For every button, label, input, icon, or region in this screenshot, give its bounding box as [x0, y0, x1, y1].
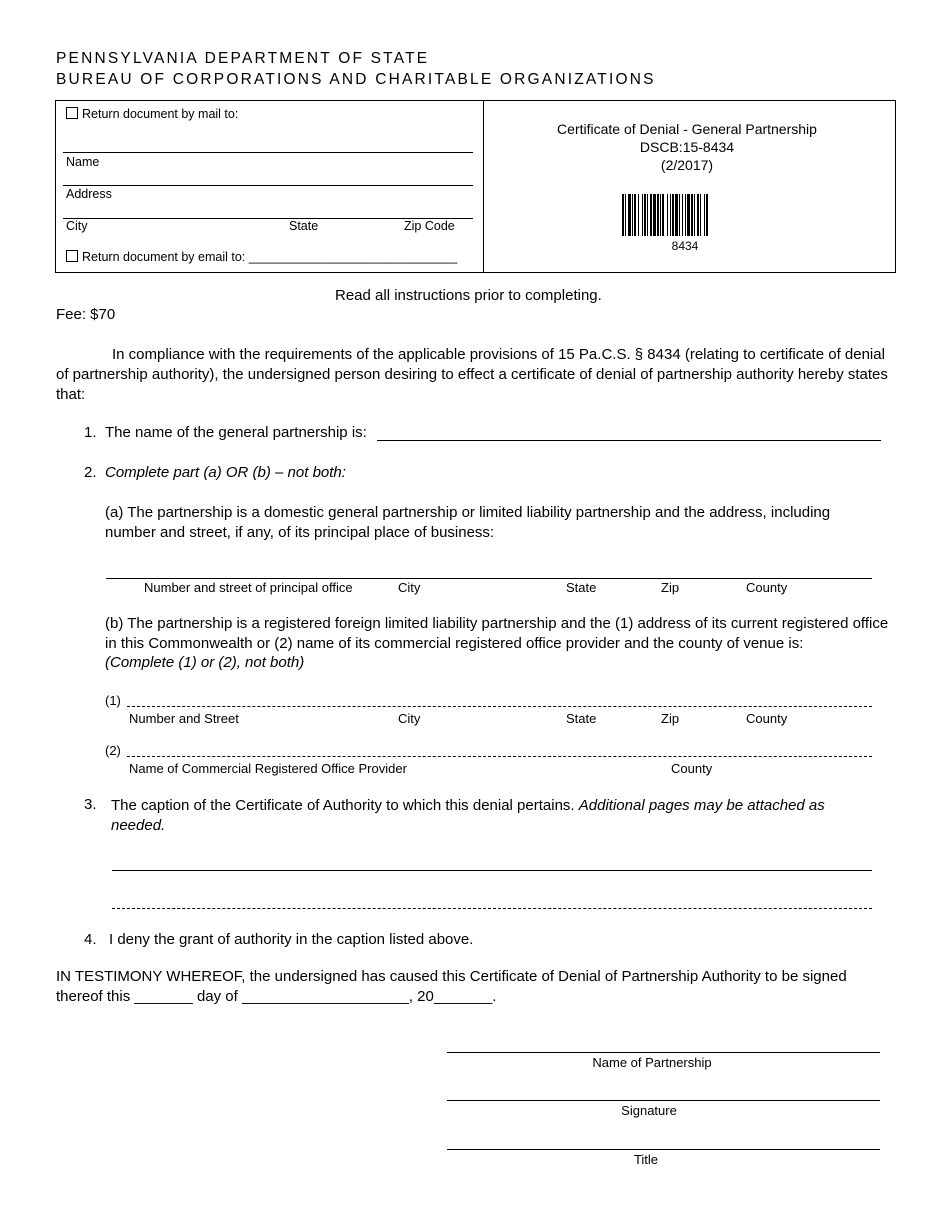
title-line[interactable] [447, 1149, 880, 1150]
barcode-bar [706, 194, 708, 236]
a-label-street: Number and street of principal office [144, 580, 353, 595]
mail-option[interactable] [66, 107, 238, 121]
b1-label-street: Number and Street [129, 711, 239, 726]
item2-text: Complete part (a) OR (b) – not both: [105, 464, 346, 481]
mail-checkbox[interactable] [66, 107, 78, 119]
barcode-bar [700, 194, 701, 236]
testimony-line2: thereof this _______ day of ____________________, 20_______. [56, 988, 497, 1005]
barcode-bar [694, 194, 695, 236]
fee: Fee: $70 [56, 306, 116, 323]
item3-text: The caption of the Certificate of Authority to which this denial pertains. [111, 797, 575, 814]
b2-label-county: County [671, 761, 713, 776]
barcode-bar [650, 194, 652, 236]
barcode-bar [685, 194, 686, 236]
barcode-bar [634, 194, 636, 236]
email-label: Return document by email to: ______________________________ [82, 250, 458, 264]
instructions: Read all instructions prior to completing. [335, 287, 602, 304]
barcode-bar [632, 194, 633, 236]
barcode-bar [628, 194, 631, 236]
zip-label: Zip Code [404, 219, 455, 233]
barcode-bar [660, 194, 661, 236]
item4-text: I deny the grant of authority in the caption listed above. [109, 931, 474, 948]
item3-number: 3. [84, 796, 97, 813]
item2b-note: (Complete (1) or (2), not both) [105, 654, 305, 671]
item2a-text: (a) The partnership is a domestic general partnership or limited liability partnership and the address, including number and street, if any, of its principal place of business: [105, 504, 831, 541]
barcode-bar [679, 194, 680, 236]
testimony-line1: IN TESTIMONY WHEREOF, the undersigned has caused this Certificate of Denial of Partnership Authority to be signed [56, 968, 847, 985]
barcode-number: 8434 [671, 239, 699, 253]
city-label: City [66, 219, 88, 233]
address-label: Address [66, 187, 112, 201]
item4-number: 4. [84, 931, 97, 948]
form-date: (2/2017) [660, 157, 714, 173]
agency-header-line1: PENNSYLVANIA DEPARTMENT OF STATE [56, 50, 430, 67]
form-title: Certificate of Denial - General Partnership [557, 121, 817, 137]
title-label: Title [633, 1152, 659, 1167]
barcode [622, 194, 748, 236]
a-label-zip: Zip [661, 580, 680, 595]
principal-office-line[interactable] [106, 578, 872, 579]
email-option[interactable] [66, 250, 457, 264]
b1-label-county: County [746, 711, 788, 726]
a-label-county: County [746, 580, 788, 595]
item1-text: The name of the general partnership is: [105, 424, 367, 441]
b1-label-zip: Zip [661, 711, 680, 726]
barcode-bar [644, 194, 646, 236]
barcode-bar [697, 194, 699, 236]
barcode-bar [647, 194, 648, 236]
partnership-name-line[interactable] [377, 440, 881, 441]
barcode-bar [670, 194, 671, 236]
b1-number: (1) [105, 693, 121, 708]
form-code: DSCB:15-8434 [639, 139, 735, 155]
item3-note: Additional pages may be attached as needed. [111, 797, 825, 834]
signature-label: Signature [621, 1103, 677, 1118]
caption-line-1[interactable] [112, 870, 872, 871]
caption-line-2[interactable] [112, 908, 872, 909]
barcode-bar [642, 194, 643, 236]
barcode-bar [704, 194, 705, 236]
mail-label: Return document by mail to: [82, 107, 239, 121]
item3-paragraph [111, 796, 881, 836]
mail-name-line[interactable] [63, 152, 473, 153]
barcode-bar [675, 194, 678, 236]
b1-label-state: State [566, 711, 597, 726]
registered-office-line[interactable] [127, 706, 872, 707]
signature-line[interactable] [447, 1100, 880, 1101]
barcode-bar [691, 194, 693, 236]
barcode-bar [672, 194, 674, 236]
item2b-text: (b) The partnership is a registered foreign limited liability partnership and the (1) address of its current registered office in this Commonwealth or (2) name of its commercial registered office provider and the county of venue is: [105, 615, 889, 652]
barcode-bar [682, 194, 683, 236]
barcode-bar [657, 194, 659, 236]
barcode-bar [662, 194, 664, 236]
intro-paragraph: In compliance with the requirements of the applicable provisions of 15 Pa.C.S. § 8434 (relating to certificate of denial of partnership authority), the undersigned person desiring to effect a certificate of denial of partnership authority hereby states that: [56, 346, 888, 403]
agency-header-line2: BUREAU OF CORPORATIONS AND CHARITABLE ORGANIZATIONS [56, 71, 656, 88]
partnership-name-label: Name of Partnership [592, 1055, 712, 1070]
b1-label-city: City [398, 711, 421, 726]
partnership-name-signature-line[interactable] [447, 1052, 880, 1053]
email-checkbox[interactable] [66, 250, 78, 262]
barcode-bar [667, 194, 668, 236]
name-label: Name [66, 155, 100, 169]
barcode-bar [622, 194, 624, 236]
a-label-state: State [566, 580, 597, 595]
b2-label-provider: Name of Commercial Registered Office Provider [129, 761, 407, 776]
mail-address-line[interactable] [63, 185, 473, 186]
barcode-bar [653, 194, 656, 236]
office-provider-line[interactable] [127, 756, 872, 757]
item1-number: 1. [84, 424, 97, 441]
item2-number: 2. [84, 464, 97, 481]
state-label: State [289, 219, 319, 233]
a-label-city: City [398, 580, 421, 595]
barcode-bar [638, 194, 639, 236]
b2-number: (2) [105, 743, 121, 758]
barcode-bar [687, 194, 690, 236]
barcode-bar [625, 194, 626, 236]
